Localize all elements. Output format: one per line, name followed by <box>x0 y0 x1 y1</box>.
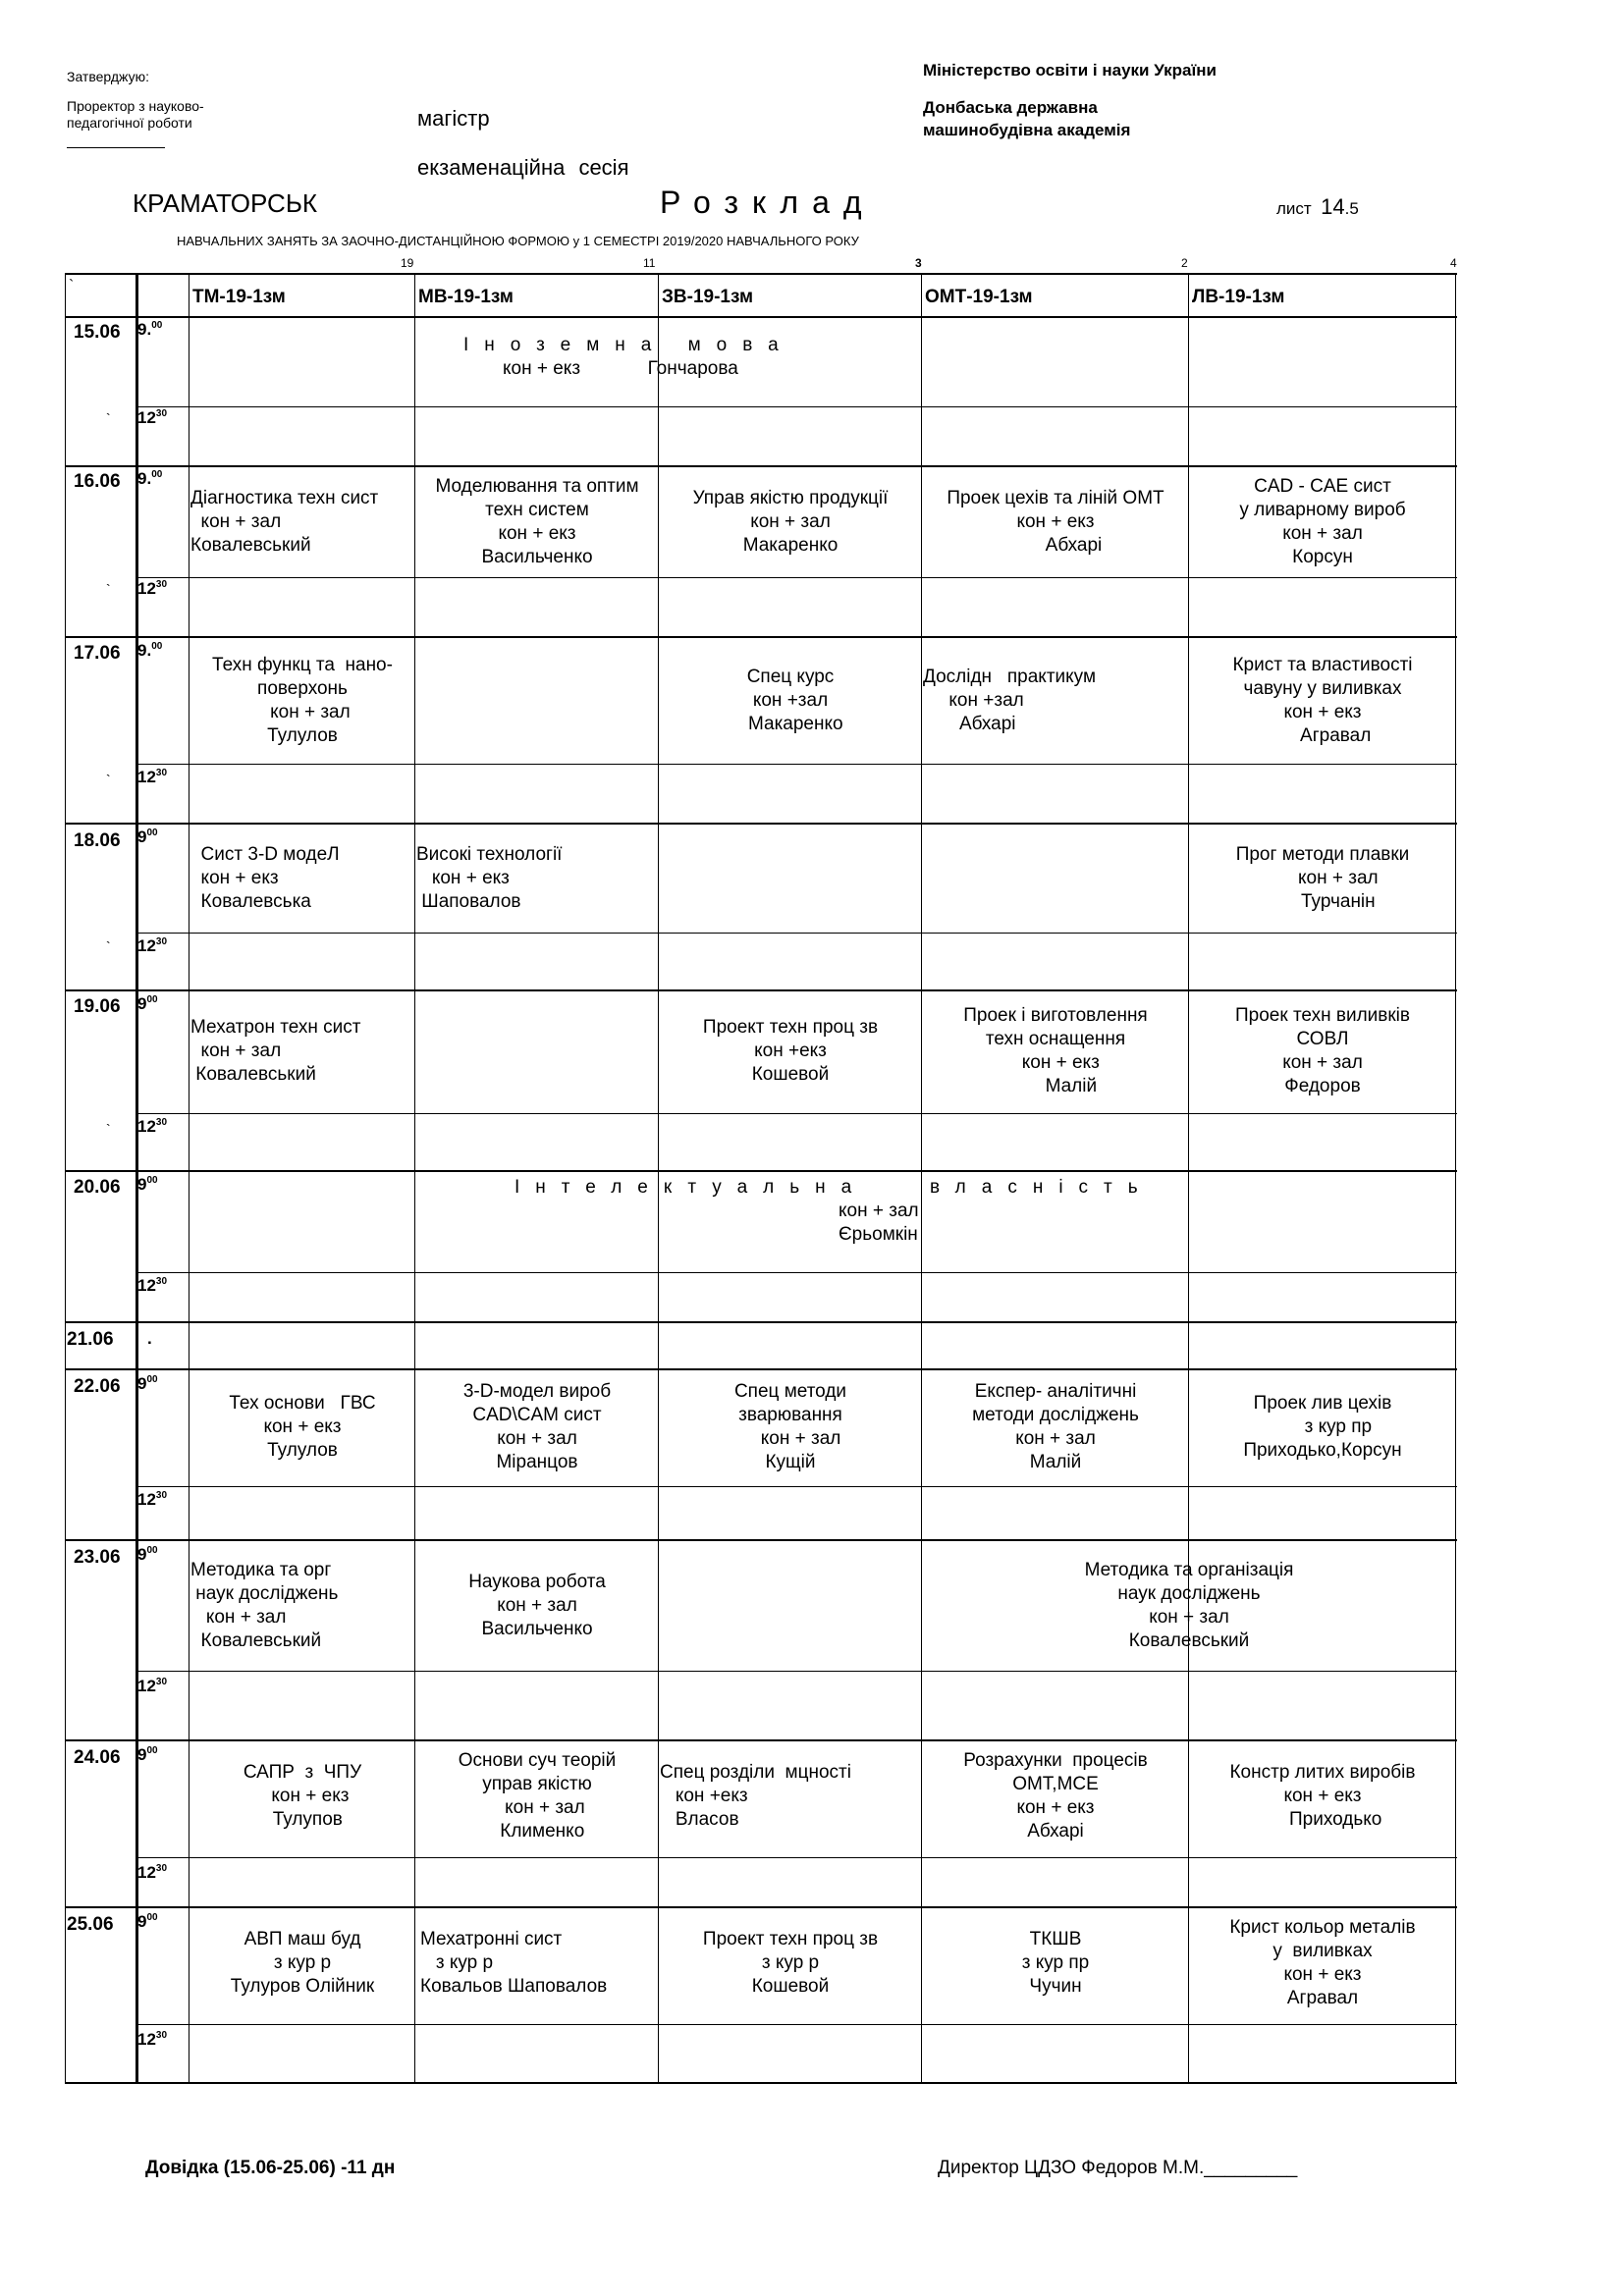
lesson-cell-17-06-lv <box>1190 638 1455 764</box>
time-9-min: 00 <box>151 641 163 652</box>
lesson-line: Абхарі <box>923 714 1016 734</box>
lesson-line: поверхонь <box>257 678 348 699</box>
time-12-hour: 12 <box>137 579 156 598</box>
time-12-30 <box>137 768 167 787</box>
lesson-line: з кур пр <box>1021 1952 1090 1973</box>
lesson-line: кон + зал <box>489 1797 585 1818</box>
lesson-line: кон + зал <box>750 511 831 532</box>
lesson-line: Тулупов <box>262 1809 343 1830</box>
lesson-line: у ливарному вироб <box>1239 500 1406 520</box>
lesson-cell-25-06-zv <box>660 1908 921 2018</box>
corner-mark: ` <box>69 278 75 294</box>
lesson-cell-17-06-omt <box>923 638 1188 764</box>
lesson-line: 3-D-модел вироб <box>462 1381 612 1402</box>
lesson-line: Спец курс <box>746 667 835 687</box>
lesson-line: CAD\CAM сист <box>472 1405 602 1425</box>
lesson-line: Розрахунки процесів <box>963 1750 1148 1771</box>
lesson-line: з кур р <box>420 1952 494 1973</box>
count-zv: 3 <box>915 256 922 270</box>
date-25-06: 25.06 <box>67 1914 114 1935</box>
group-header-omt: ОМТ-19-1зм <box>925 287 1033 307</box>
lesson-line: Спец методи <box>733 1381 847 1402</box>
time-12-min: 30 <box>155 768 168 778</box>
lesson-line: техн оснащення <box>985 1029 1126 1049</box>
lesson-line: Кошевой <box>751 1064 830 1085</box>
date-21-06: 21.06 <box>67 1329 114 1350</box>
lesson-cell-25-06-tm <box>190 1908 414 2018</box>
lesson-line: Мехатрон техн сист <box>190 1017 361 1038</box>
lesson-line: Чучин <box>1029 1976 1082 1997</box>
lesson-line: Методика та організація <box>1084 1560 1294 1580</box>
lesson-cell-17-06-zv <box>660 638 921 764</box>
lesson-line: Корсун <box>1292 547 1353 567</box>
lesson-line: Моделювання та оптим <box>435 476 639 497</box>
lesson-line: кон + екз <box>1016 511 1095 532</box>
time-9-hour: 9 <box>137 994 147 1013</box>
approval-label: Затверджую: <box>67 69 149 84</box>
lesson-line: кон + зал <box>1015 1428 1096 1449</box>
lesson-cell-18-06-mv <box>416 825 658 933</box>
group-header-zv: ЗВ-19-1зм <box>662 287 754 307</box>
time-12-hour: 12 <box>137 1490 156 1509</box>
lesson-cell-16-06-lv <box>1190 467 1455 577</box>
time-9-min: 00 <box>146 994 158 1005</box>
lesson-cell-16-06-zv <box>660 467 921 577</box>
sheet-num: 14 <box>1321 194 1345 219</box>
time-9-min: 00 <box>146 1745 158 1756</box>
time-9-min: 00 <box>146 1912 158 1923</box>
lesson-line: Кошевой <box>751 1976 830 1997</box>
lesson-line: кон + екз <box>498 523 576 544</box>
city-label: КРАМАТОРСЬК <box>133 188 318 218</box>
lesson-line: Макаренко <box>737 714 843 734</box>
time-9-00 <box>137 828 158 847</box>
lesson-line: Наукова робота <box>468 1572 606 1592</box>
time-12-min: 30 <box>155 408 168 419</box>
lesson-line: Методика та орг <box>190 1560 332 1580</box>
lesson-info: кон + зал <box>839 1201 919 1221</box>
lesson-line: кон + зал <box>1282 523 1363 544</box>
time-12-hour: 12 <box>137 1117 156 1136</box>
lesson-cell-19-06-tm <box>190 991 414 1111</box>
lesson-cell-23-06-mv <box>416 1543 658 1669</box>
lesson-line: кон + екз <box>190 868 279 888</box>
time-12-min: 30 <box>155 1677 168 1687</box>
lesson-info: Єрьомкін <box>839 1224 918 1245</box>
time-12-hour: 12 <box>137 2030 156 2049</box>
lesson-cell-17-06-tm <box>190 638 414 764</box>
date-19-06: 19.06 <box>74 996 121 1017</box>
lesson-cell-19-06-lv <box>1190 991 1455 1111</box>
lesson-line: Ковалевський <box>1128 1630 1250 1651</box>
academy-line1: Донбаська державна <box>923 98 1098 117</box>
lesson-line: Клименко <box>489 1821 585 1842</box>
lesson-line: з кур р <box>761 1952 820 1973</box>
lesson-cell-25-06-mv <box>420 1908 658 2018</box>
lesson-line: Основи суч теорій <box>458 1750 617 1771</box>
lesson-line: кон + зал <box>739 1428 841 1449</box>
lesson-line: Агравал <box>1286 1988 1359 2008</box>
lesson-line: Проек техн виливків <box>1235 1005 1410 1026</box>
group-header-tm: ТМ-19-1зм <box>192 287 286 307</box>
count-omt: 2 <box>1181 256 1188 270</box>
lesson-line: Приходько <box>1263 1809 1382 1830</box>
lesson-cell-22-06-zv <box>660 1372 921 1482</box>
lesson-line: Турчанін <box>1270 891 1376 912</box>
lesson-line: Проект техн проц зв <box>702 1017 879 1038</box>
lesson-line: методи досліджень <box>972 1405 1139 1425</box>
lesson-line: Кущій <box>765 1452 816 1472</box>
time-9-hour: 9 <box>137 828 147 846</box>
time-12-hour: 12 <box>137 1863 156 1882</box>
time-9-00 <box>137 469 162 489</box>
time-12-min: 30 <box>155 1490 168 1501</box>
time-9-hour: 9. <box>137 320 152 339</box>
lesson-line: Тулулов <box>267 1440 338 1461</box>
time-12-min: 30 <box>155 936 168 947</box>
lesson-title: Інтелектуальна власність <box>514 1177 1154 1198</box>
lesson-line: кон + зал <box>190 1041 282 1061</box>
lesson-line: Крист кольор металів <box>1229 1917 1416 1938</box>
lesson-line: Тулуров Олійник <box>230 1976 375 1997</box>
time-9-hour: 9. <box>137 641 152 660</box>
session-label: екзаменаційна сесія <box>417 155 629 180</box>
time-9-min: 00 <box>151 469 163 480</box>
time-9-hour: 9 <box>137 1545 147 1564</box>
time-12-hour: 12 <box>137 936 156 955</box>
count-mv: 11 <box>643 256 656 270</box>
date-24-06: 24.06 <box>74 1747 121 1768</box>
lesson-cell-16-06-mv <box>416 467 658 577</box>
time-9-min: 00 <box>146 1545 158 1556</box>
lesson-cell-16-06-tm <box>190 467 414 577</box>
lesson-line: Ковалевський <box>190 535 311 556</box>
lesson-line: САПР з ЧПУ <box>243 1762 362 1783</box>
academy-line2: машинобудівна академія <box>923 121 1131 139</box>
lesson-cell-22-06-lv <box>1190 1372 1455 1482</box>
lesson-line: Абхарі <box>1008 535 1103 556</box>
dot-mark: . <box>147 1329 152 1348</box>
time-12-30 <box>137 1117 167 1137</box>
lesson-line: техн систем <box>485 500 589 520</box>
lesson-line: кон + екз <box>263 1416 342 1437</box>
lesson-cell-24-06-omt <box>923 1741 1188 1851</box>
time-9-00 <box>137 1175 158 1195</box>
time-9-hour: 9 <box>137 1175 147 1194</box>
lesson-line: Проек лив цехів <box>1253 1393 1392 1414</box>
signature-line <box>67 147 165 148</box>
row-mark: ` <box>106 581 111 597</box>
lesson-line: Сист 3-D модеЛ <box>190 844 340 865</box>
lesson-line: кон + зал <box>497 1595 577 1616</box>
lesson-line: Техн функц та нано- <box>212 655 393 675</box>
lesson-line: Васильченко <box>481 1619 593 1639</box>
lesson-line: Проек цехів та ліній ОМТ <box>947 488 1164 508</box>
time-12-hour: 12 <box>137 1677 156 1695</box>
lesson-line: у виливках <box>1272 1941 1373 1961</box>
time-12-hour: 12 <box>137 408 156 427</box>
lesson-line: Приходько,Корсун <box>1243 1440 1402 1461</box>
time-9-00 <box>137 641 162 661</box>
lesson-line: кон + екз <box>1016 1797 1095 1818</box>
time-12-30 <box>137 408 167 428</box>
lesson-line: Тулулов <box>267 725 338 746</box>
lesson-line: Макаренко <box>742 535 839 556</box>
lesson-line: Ковальов Шаповалов <box>420 1976 608 1997</box>
lesson-cell-16-06-omt <box>923 467 1188 577</box>
lesson-line: Дослідн практикум <box>923 667 1097 687</box>
lesson-line: ТКШВ <box>1029 1929 1082 1949</box>
time-12-30 <box>137 2030 167 2050</box>
count-lv: 4 <box>1450 256 1457 270</box>
sheet-label: лист <box>1276 199 1312 218</box>
footer-note: Довідка (15.06-25.06) -11 дн <box>145 2158 396 2178</box>
time-12-30 <box>137 579 167 599</box>
lesson-title: Іноземна мова <box>463 335 794 355</box>
time-9-hour: 9. <box>137 469 152 488</box>
lesson-cell-23-06-omt-lv <box>923 1543 1455 1669</box>
lesson-line: наук досліджень <box>1117 1583 1261 1604</box>
time-9-hour: 9 <box>137 1374 147 1393</box>
time-9-00 <box>137 1912 158 1932</box>
sheet-suffix: .5 <box>1344 199 1359 218</box>
lesson-line: Ковалевський <box>190 1064 316 1085</box>
lesson-line: Спец розділи мцності <box>660 1762 851 1783</box>
lesson-line: кон +зал <box>923 690 1024 711</box>
time-12-min: 30 <box>155 2030 168 2041</box>
time-12-min: 30 <box>155 1117 168 1128</box>
lesson-cell-25-06-omt <box>923 1908 1188 2018</box>
lesson-line: з кур р <box>273 1952 332 1973</box>
time-12-30 <box>137 1276 167 1296</box>
degree-label: магістр <box>417 106 490 131</box>
time-12-30 <box>137 936 167 956</box>
lesson-line: кон + зал <box>190 1607 287 1628</box>
time-9-00 <box>137 1545 158 1565</box>
prorector-line2: педагогічної роботи <box>67 115 192 131</box>
lesson-line: Абхарі <box>1027 1821 1084 1842</box>
time-9-min: 00 <box>151 320 163 331</box>
lesson-line: кон + зал <box>1267 868 1379 888</box>
lesson-line: Ковалевський <box>190 1630 322 1651</box>
lesson-line: кон + зал <box>190 511 282 532</box>
lesson-line: кон + зал <box>1282 1052 1363 1073</box>
lesson-cell-20-06-all <box>189 1176 1455 1274</box>
time-12-30 <box>137 1490 167 1510</box>
lesson-line: СОВЛ <box>1296 1029 1349 1049</box>
lesson-line: Федоров <box>1284 1076 1361 1096</box>
lesson-line: Прог методи плавки <box>1235 844 1410 865</box>
ministry-label: Міністерство освіти і науки України <box>923 61 1217 80</box>
lesson-line: кон +екз <box>660 1786 748 1806</box>
lesson-line: кон + екз <box>255 1786 350 1806</box>
lesson-cell-18-06-lv <box>1190 825 1455 933</box>
date-22-06: 22.06 <box>74 1376 121 1397</box>
time-12-min: 30 <box>155 579 168 590</box>
lesson-line: з кур пр <box>1272 1416 1373 1437</box>
time-9-hour: 9 <box>137 1745 147 1764</box>
lesson-line: Крист та властивості <box>1232 655 1413 675</box>
lesson-line: кон + зал <box>254 702 351 722</box>
lesson-line: кон + зал <box>497 1428 577 1449</box>
lesson-line: зварювання <box>738 1405 842 1425</box>
time-9-00 <box>137 994 158 1014</box>
lesson-line: Управ якістю продукції <box>692 488 889 508</box>
time-12-min: 30 <box>155 1863 168 1874</box>
lesson-line: кон +зал <box>752 690 829 711</box>
time-9-00 <box>137 320 162 340</box>
director-signature: Директор ЦДЗО Федоров М.М._________ <box>938 2158 1298 2178</box>
lesson-line: Проект техн проц зв <box>702 1929 879 1949</box>
lesson-cell-19-06-omt <box>923 991 1188 1111</box>
lesson-line: Васильченко <box>481 547 593 567</box>
time-12-min: 30 <box>155 1276 168 1287</box>
row-mark: ` <box>106 938 111 954</box>
lesson-line: Ковалевська <box>190 891 311 912</box>
lesson-line: Малій <box>1029 1452 1082 1472</box>
lesson-cell-24-06-mv <box>416 1741 658 1851</box>
time-9-00 <box>137 1745 158 1765</box>
time-9-min: 00 <box>146 828 158 838</box>
lesson-line: CAD - CAE сист <box>1254 476 1391 497</box>
lesson-line: наук досліджень <box>190 1583 339 1604</box>
lesson-line: кон + екз <box>1283 1964 1362 1985</box>
lesson-cell-22-06-mv <box>416 1372 658 1482</box>
count-tm: 19 <box>401 256 414 270</box>
lesson-cell-22-06-omt <box>923 1372 1188 1482</box>
lesson-line: ОМТ,МСЕ <box>1012 1774 1099 1794</box>
date-20-06: 20.06 <box>74 1177 121 1198</box>
lesson-line: Високі технології <box>416 844 563 865</box>
lesson-line: кон + екз <box>1011 1052 1100 1073</box>
time-9-hour: 9 <box>137 1912 147 1931</box>
date-23-06: 23.06 <box>74 1547 121 1568</box>
lesson-cell-22-06-tm <box>190 1372 414 1482</box>
lesson-line: кон + зал <box>1149 1607 1229 1628</box>
lesson-line: Тех основи ГВС <box>229 1393 376 1414</box>
lesson-cell-24-06-tm <box>190 1741 414 1851</box>
lesson-line: Проек і виготовлення <box>963 1005 1148 1026</box>
page-title: Розклад <box>660 185 876 220</box>
lesson-line: кон + екз <box>1283 1786 1362 1806</box>
lesson-line: Діагностика техн сист <box>190 488 379 508</box>
lesson-info: кон + екз Гончарова <box>503 358 738 379</box>
date-17-06: 17.06 <box>74 643 121 664</box>
group-header-lv: ЛВ-19-1зм <box>1192 287 1285 307</box>
row-mark: ` <box>106 772 111 787</box>
lesson-line: АВП маш буд <box>244 1929 361 1949</box>
row-mark: ` <box>106 1121 111 1137</box>
page-subtitle: НАВЧАЛЬНИХ ЗАНЯТЬ ЗА ЗАОЧНО-ДИСТАНЦІЙНОЮ ФОРМОЮ у 1 СЕМЕСТРІ 2019/2020 НАВЧАЛЬНОГО РОКУ <box>177 234 859 248</box>
time-9-min: 00 <box>146 1175 158 1186</box>
lesson-cell-19-06-zv <box>660 991 921 1111</box>
time-12-30 <box>137 1677 167 1696</box>
lesson-line: Малій <box>1013 1076 1098 1096</box>
lesson-line: управ якістю <box>482 1774 592 1794</box>
lesson-line: Власов <box>660 1809 739 1830</box>
date-16-06: 16.06 <box>74 471 121 492</box>
time-12-30 <box>137 1863 167 1883</box>
lesson-line: Агравал <box>1273 725 1372 746</box>
lesson-line: кон + екз <box>1283 702 1362 722</box>
prorector-line1: Проректор з науково- <box>67 98 204 114</box>
lesson-cell-25-06-lv <box>1190 1908 1455 2018</box>
sheet-number <box>1276 194 1359 220</box>
group-header-mv: МВ-19-1зм <box>418 287 514 307</box>
lesson-cell-18-06-tm <box>190 825 414 933</box>
lesson-cell-24-06-zv <box>660 1741 921 1851</box>
lesson-line: Шаповалов <box>416 891 521 912</box>
time-12-hour: 12 <box>137 768 156 786</box>
lesson-cell-15-06-all <box>189 324 1455 412</box>
date-18-06: 18.06 <box>74 830 121 851</box>
lesson-line: Констр литих виробів <box>1229 1762 1416 1783</box>
lesson-line: кон +екз <box>754 1041 827 1061</box>
lesson-line: Міранцов <box>496 1452 578 1472</box>
lesson-line: Мехатронні сист <box>420 1929 563 1949</box>
time-9-min: 00 <box>146 1374 158 1385</box>
lesson-cell-24-06-lv <box>1190 1741 1455 1851</box>
time-12-hour: 12 <box>137 1276 156 1295</box>
lesson-line: чавуну у виливках <box>1243 678 1402 699</box>
lesson-cell-23-06-tm <box>190 1543 414 1669</box>
lesson-line: кон + екз <box>416 868 510 888</box>
lesson-line: Експер- аналітичні <box>974 1381 1137 1402</box>
time-9-00 <box>137 1374 158 1394</box>
date-15-06: 15.06 <box>74 322 121 343</box>
row-mark: ` <box>106 410 111 426</box>
